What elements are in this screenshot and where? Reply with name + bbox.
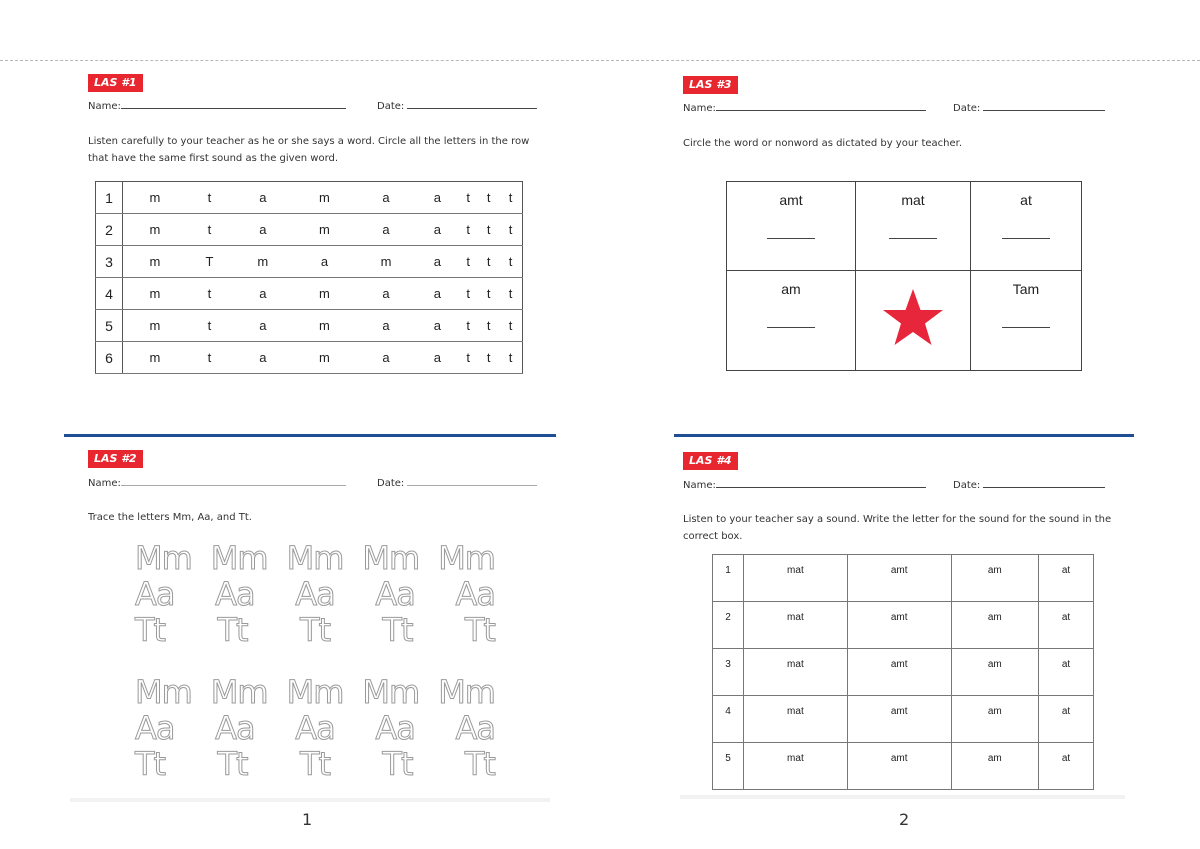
word-cell[interactable]: at (1039, 602, 1094, 649)
word-cell[interactable]: mat (744, 696, 848, 743)
trace-letter-pair[interactable]: Tt (217, 745, 248, 783)
trace-letter-pair[interactable]: Aa (215, 575, 255, 613)
row-number: 4 (96, 278, 123, 310)
trace-letter-pair[interactable]: Aa (135, 709, 175, 747)
letter-cell[interactable]: m (294, 214, 356, 246)
trace-letter-pair[interactable]: Mm (286, 539, 344, 577)
word-cell[interactable]: mat (744, 743, 848, 790)
row-number: 5 (713, 743, 744, 790)
letter-cell[interactable]: m (123, 182, 187, 214)
letter-cell[interactable]: t (187, 310, 232, 342)
letter-cell[interactable]: t (187, 278, 232, 310)
table-row (96, 342, 523, 374)
row-number: 1 (96, 182, 123, 214)
las4-instr-line1: Listen to your teacher say a sound. Write the letter for the sound for the sound in the (683, 514, 1112, 525)
star-cell (856, 270, 971, 371)
las3-date-line (953, 102, 1105, 114)
las3-date-label: Date: (953, 103, 981, 114)
trace-letter-pair[interactable]: Mm (438, 673, 495, 711)
tracing-letters (135, 540, 495, 782)
letter-cell[interactable]: a (417, 246, 458, 278)
las2-name-label: Name: (88, 478, 121, 489)
word-cell[interactable]: amt (847, 555, 951, 602)
table-row (96, 182, 523, 214)
trace-letter-pair[interactable]: Mm (286, 673, 344, 711)
answer-line (767, 238, 815, 239)
trace-letter-pair[interactable]: Aa (455, 575, 495, 613)
letter-cell[interactable]: a (232, 342, 294, 374)
trace-letter-pair[interactable]: Aa (295, 709, 335, 747)
las1-instructions (88, 133, 529, 167)
row-number: 5 (96, 310, 123, 342)
trace-letter-pair[interactable]: Mm (135, 673, 192, 711)
letter-cell[interactable]: m (123, 214, 187, 246)
answer-line (1002, 238, 1050, 239)
section-divider-right (674, 434, 1134, 437)
las1-instr-line2: that have the same first sound as the given word. (88, 153, 339, 164)
page1-bottom-edge (70, 798, 550, 802)
row-number: 6 (96, 342, 123, 374)
row-number: 2 (96, 214, 123, 246)
word-cell[interactable] (856, 182, 971, 271)
las1-name-label: Name: (88, 101, 121, 112)
word-label: mat (901, 192, 925, 208)
las2-badge: LAS #2 (88, 450, 143, 468)
las4-name-field[interactable] (716, 479, 926, 488)
trace-row (135, 746, 495, 782)
las1-date-line (377, 100, 537, 112)
star-icon (881, 287, 945, 349)
letter-cell[interactable]: t (458, 278, 479, 310)
las3-badge: LAS #3 (683, 76, 738, 94)
table-row (713, 602, 1094, 649)
word-cell[interactable]: amt (847, 602, 951, 649)
trace-row (135, 540, 495, 576)
word-cell[interactable]: amt (847, 696, 951, 743)
answer-line (889, 238, 937, 239)
answer-line (767, 327, 815, 328)
las2-date-label: Date: (377, 478, 405, 489)
trace-letter-pair[interactable]: Mm (210, 673, 268, 711)
letter-cell[interactable]: t (458, 246, 479, 278)
las3-date-field[interactable] (983, 102, 1105, 111)
trace-row (135, 674, 495, 710)
letter-cell[interactable]: t (499, 246, 522, 278)
top-dashed-divider (0, 60, 1200, 61)
letter-cell[interactable]: a (355, 310, 417, 342)
row-number: 4 (713, 696, 744, 743)
letter-cell[interactable]: m (123, 310, 187, 342)
las2-date-line (377, 477, 537, 489)
trace-letter-pair[interactable]: Aa (295, 575, 335, 613)
row-number: 3 (713, 649, 744, 696)
trace-row (135, 576, 495, 612)
trace-letter-pair[interactable]: Tt (135, 745, 166, 783)
letter-cell[interactable]: t (499, 278, 522, 310)
las4-sound-table (712, 554, 1094, 790)
trace-row (135, 612, 495, 648)
las3-name-line (683, 102, 926, 114)
letter-cell[interactable]: t (478, 278, 499, 310)
letter-cell[interactable]: t (499, 182, 522, 214)
letter-cell[interactable]: t (187, 214, 232, 246)
las4-badge: LAS #4 (683, 452, 738, 470)
word-cell[interactable]: amt (847, 649, 951, 696)
las1-instr-line1: Listen carefully to your teacher as he or she says a word. Circle all the letters in the row (88, 136, 530, 147)
letter-cell[interactable]: t (478, 246, 499, 278)
letter-cell[interactable]: a (417, 310, 458, 342)
trace-letter-pair[interactable]: Tt (464, 745, 495, 783)
word-cell[interactable] (727, 182, 856, 271)
table-row (713, 555, 1094, 602)
trace-letter-pair[interactable]: Tt (299, 611, 331, 649)
page2-bottom-edge (680, 795, 1125, 799)
word-cell[interactable]: amt (847, 743, 951, 790)
letter-cell[interactable]: a (232, 310, 294, 342)
letter-cell[interactable]: a (232, 182, 294, 214)
trace-letter-pair[interactable]: Tt (217, 611, 248, 649)
las1-badge: LAS #1 (88, 74, 143, 92)
letter-cell[interactable]: m (232, 246, 294, 278)
letter-cell[interactable]: t (458, 310, 479, 342)
word-cell[interactable]: am (951, 555, 1039, 602)
trace-letter-pair[interactable]: Aa (375, 575, 415, 613)
trace-letter-pair[interactable]: Tt (464, 611, 495, 649)
letter-cell[interactable]: T (187, 246, 232, 278)
section-divider-left (64, 434, 556, 437)
trace-letter-pair[interactable]: Tt (299, 745, 331, 783)
word-cell[interactable]: am (951, 696, 1039, 743)
las4-name-line (683, 479, 926, 491)
letter-cell[interactable]: m (123, 246, 187, 278)
word-cell[interactable]: am (951, 649, 1039, 696)
row-number: 2 (713, 602, 744, 649)
las2-date-field[interactable] (407, 477, 537, 486)
word-cell[interactable]: at (1039, 649, 1094, 696)
letter-cell[interactable]: a (232, 214, 294, 246)
table-row (713, 696, 1094, 743)
letter-cell[interactable]: a (417, 278, 458, 310)
las2-name-line (88, 477, 346, 489)
trace-letter-pair[interactable]: Mm (438, 539, 495, 577)
word-cell[interactable]: mat (744, 649, 848, 696)
letter-cell[interactable]: t (478, 342, 499, 374)
las3-instructions: Circle the word or nonword as dictated by your teacher. (683, 138, 963, 149)
letter-cell[interactable]: t (478, 310, 499, 342)
word-cell[interactable]: mat (744, 602, 848, 649)
trace-letter-pair[interactable]: Aa (215, 709, 255, 747)
word-cell[interactable] (971, 182, 1082, 271)
trace-letter-pair[interactable]: Tt (135, 611, 166, 649)
letter-cell[interactable]: a (417, 214, 458, 246)
las2-name-field[interactable] (121, 477, 346, 486)
table-row (96, 246, 523, 278)
trace-letter-pair[interactable]: Mm (210, 539, 268, 577)
row-number: 3 (96, 246, 123, 278)
letter-cell[interactable]: a (417, 342, 458, 374)
page-number-1: 1 (302, 810, 313, 829)
word-cell[interactable] (727, 270, 856, 371)
letter-cell[interactable]: a (355, 214, 417, 246)
trace-letter-pair[interactable]: Mm (135, 539, 192, 577)
las1-letter-table (95, 181, 523, 374)
table-row (713, 743, 1094, 790)
trace-letter-pair[interactable]: Mm (362, 673, 420, 711)
letter-cell[interactable]: m (294, 182, 356, 214)
word-label: at (1020, 192, 1032, 208)
trace-letter-pair[interactable]: Aa (455, 709, 495, 747)
las1-date-field[interactable] (407, 100, 537, 109)
letter-cell[interactable]: a (417, 182, 458, 214)
table-row (96, 214, 523, 246)
word-label: am (781, 280, 801, 297)
trace-letter-pair[interactable]: Tt (382, 745, 413, 783)
word-cell[interactable] (971, 270, 1082, 371)
letter-cell[interactable]: t (499, 342, 522, 374)
word-cell[interactable]: am (951, 602, 1039, 649)
las1-name-line (88, 100, 346, 112)
letter-cell[interactable]: m (355, 246, 417, 278)
table-row (96, 310, 523, 342)
letter-cell[interactable]: a (355, 278, 417, 310)
letter-cell[interactable]: a (355, 182, 417, 214)
las1-name-field[interactable] (121, 100, 346, 109)
letter-cell[interactable]: m (294, 278, 356, 310)
las4-date-label: Date: (953, 480, 981, 491)
trace-letter-pair[interactable]: Mm (362, 539, 420, 577)
trace-letter-pair[interactable]: Aa (375, 709, 415, 747)
letter-cell[interactable]: m (123, 278, 187, 310)
trace-letter-pair[interactable]: Tt (382, 611, 413, 649)
las3-word-grid (726, 181, 1082, 371)
table-row (713, 649, 1094, 696)
las3-name-field[interactable] (716, 102, 926, 111)
letter-cell[interactable]: t (458, 214, 479, 246)
letter-cell[interactable]: t (499, 310, 522, 342)
row-number: 1 (713, 555, 744, 602)
letter-cell[interactable]: t (499, 214, 522, 246)
letter-cell[interactable]: a (355, 342, 417, 374)
las4-date-field[interactable] (983, 479, 1105, 488)
letter-cell[interactable]: t (478, 214, 499, 246)
letter-cell[interactable]: m (123, 342, 187, 374)
las4-date-line (953, 479, 1105, 491)
las1-date-label: Date: (377, 101, 405, 112)
letter-cell[interactable]: t (187, 342, 232, 374)
las4-instructions (683, 511, 1111, 545)
trace-letter-pair[interactable]: Aa (135, 575, 175, 613)
word-cell[interactable]: at (1039, 743, 1094, 790)
letter-cell[interactable]: t (458, 182, 479, 214)
letter-cell[interactable]: a (294, 246, 356, 278)
word-cell[interactable]: at (1039, 555, 1094, 602)
table-row (96, 278, 523, 310)
letter-cell[interactable]: a (232, 278, 294, 310)
trace-row (135, 710, 495, 746)
word-label: Tam (1012, 280, 1040, 297)
word-cell[interactable]: mat (744, 555, 848, 602)
las2-instructions: Trace the letters Mm, Aa, and Tt. (88, 512, 252, 523)
answer-line (1002, 327, 1050, 328)
letter-cell[interactable]: m (294, 310, 356, 342)
word-label: amt (779, 192, 803, 208)
page-number-2: 2 (899, 810, 910, 829)
las3-name-label: Name: (683, 103, 716, 114)
letter-cell[interactable]: m (294, 342, 356, 374)
letter-cell[interactable]: t (478, 182, 499, 214)
letter-cell[interactable]: t (458, 342, 479, 374)
las4-instr-line2: correct box. (683, 531, 743, 542)
las4-name-label: Name: (683, 480, 716, 491)
letter-cell[interactable]: t (187, 182, 232, 214)
word-cell[interactable]: am (951, 743, 1039, 790)
word-cell[interactable]: at (1039, 696, 1094, 743)
